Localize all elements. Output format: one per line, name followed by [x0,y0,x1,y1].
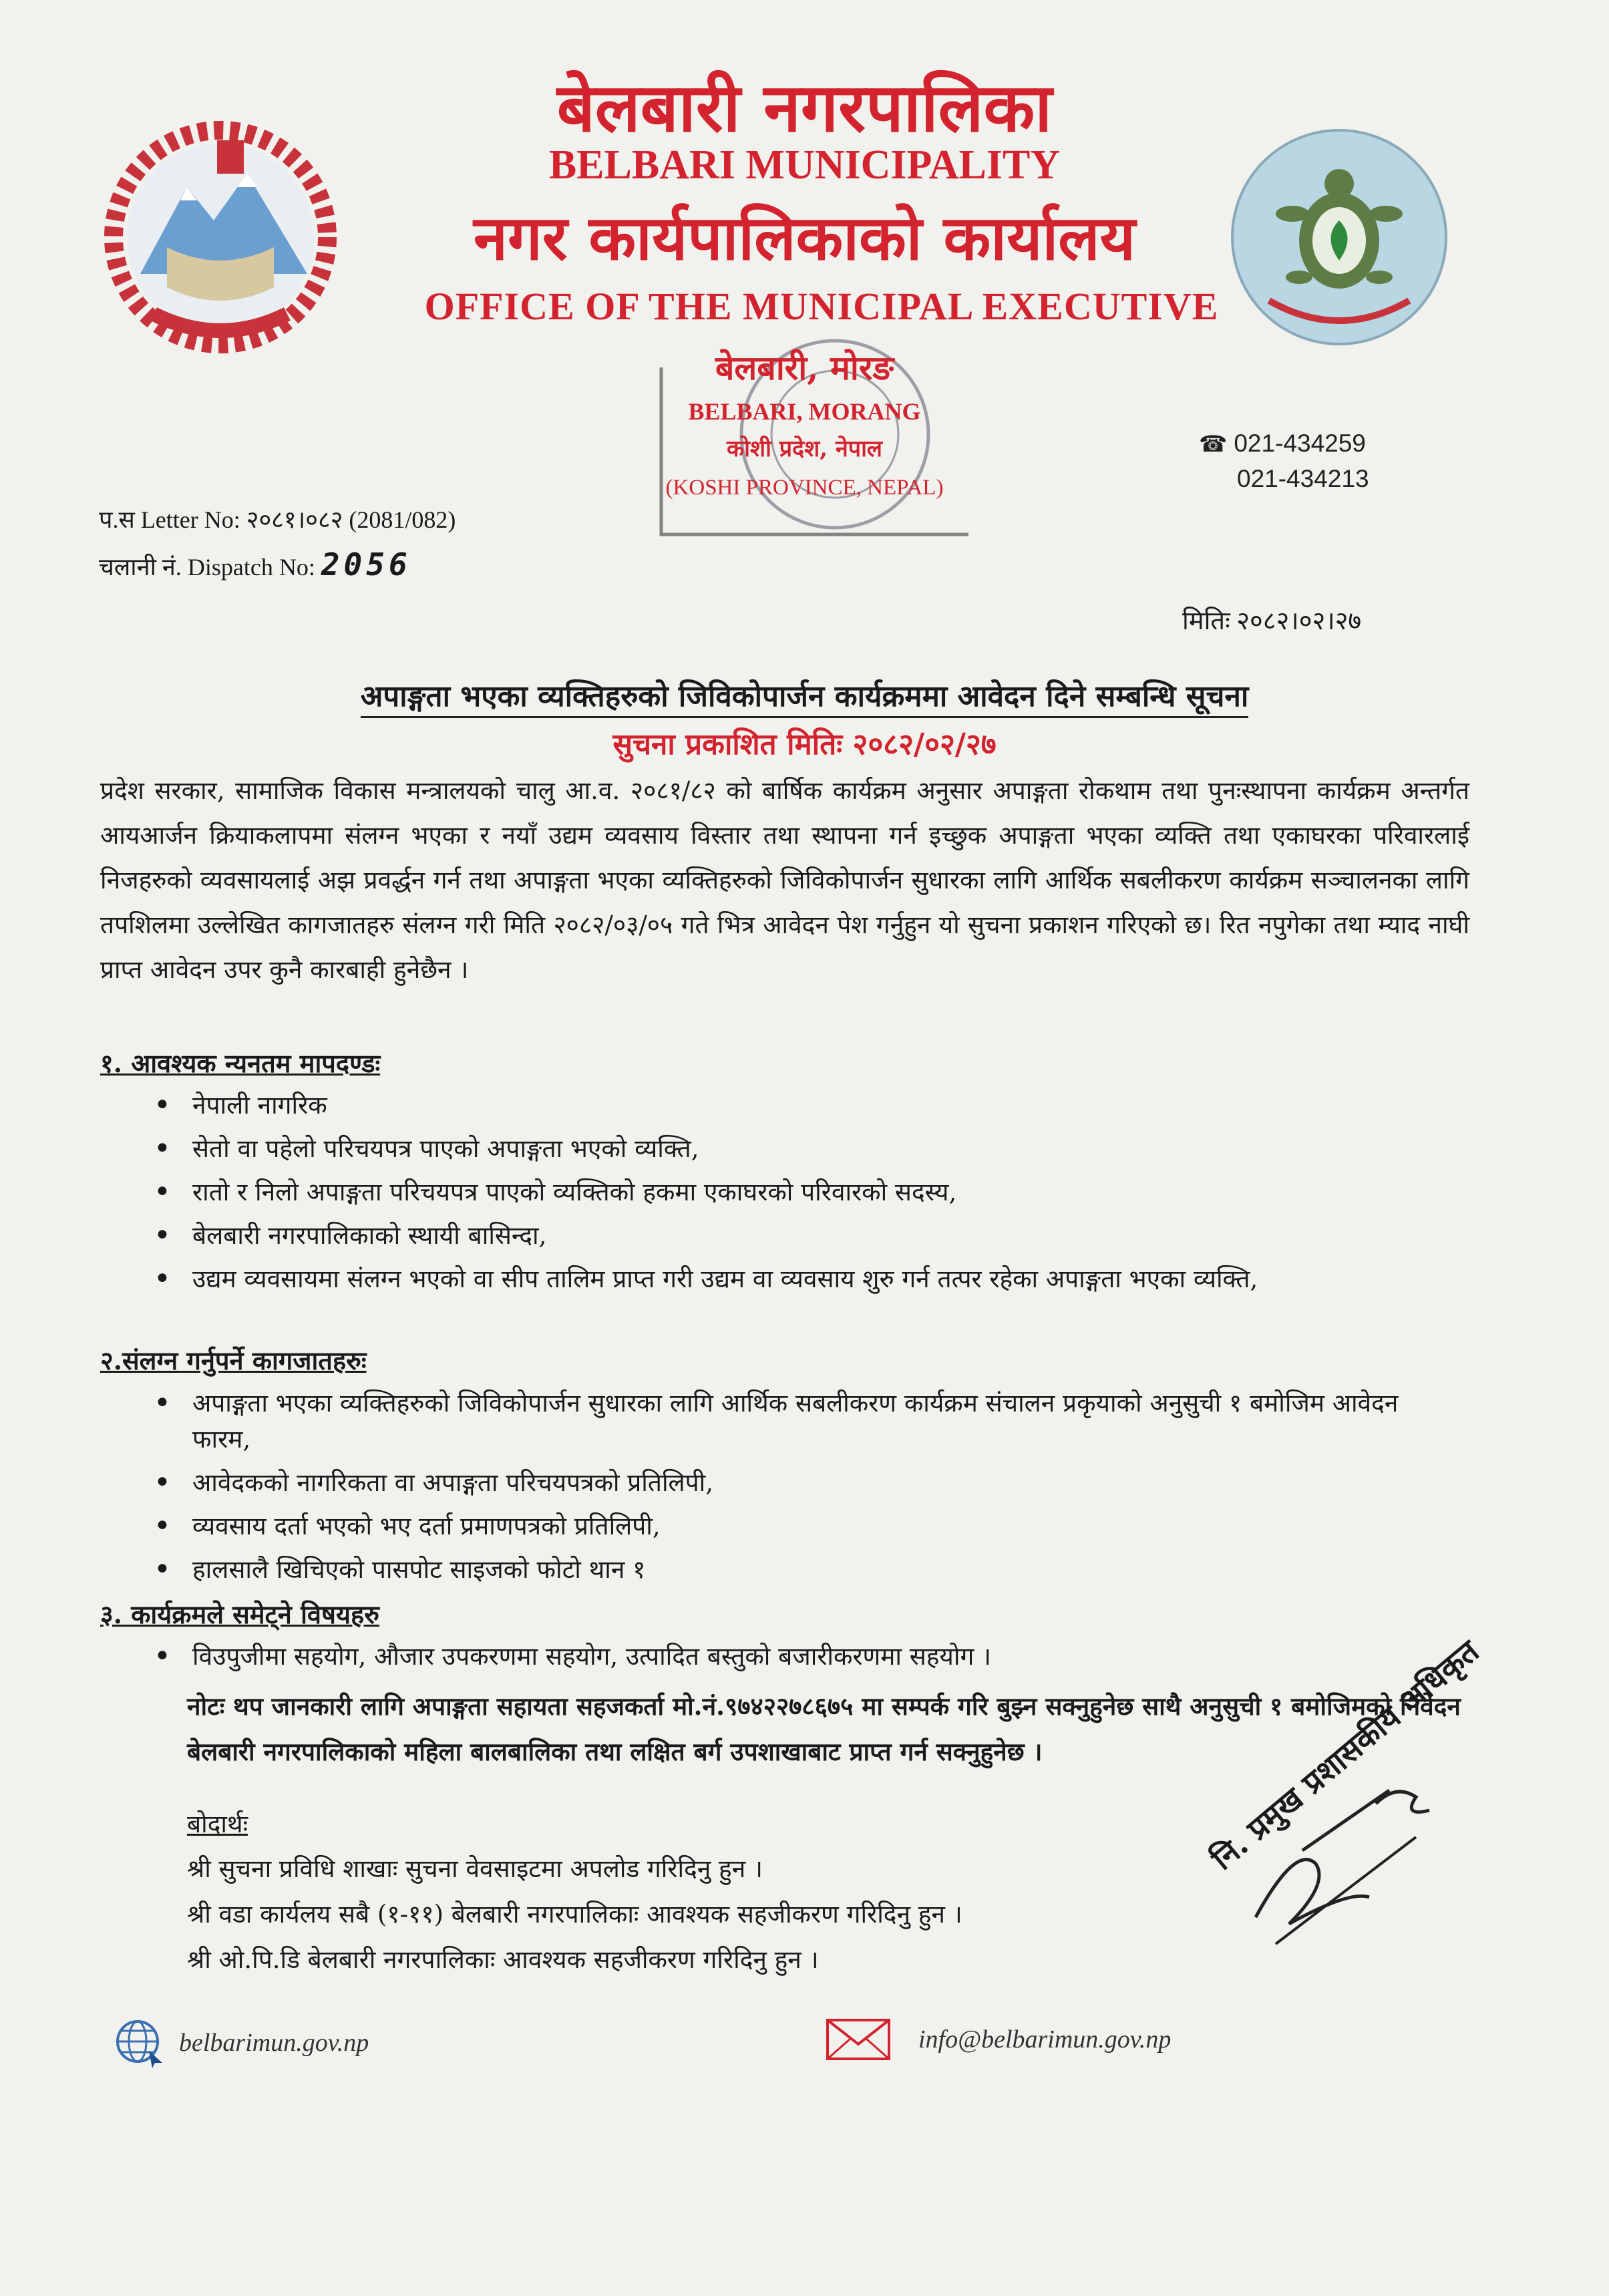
list-item [154,1261,1456,1297]
mail-envelope-icon [825,2016,892,2063]
bullet-icon: • [154,1218,171,1253]
bullet-icon: • [154,1509,171,1543]
footer-email[interactable] [825,2016,1171,2063]
bullet-icon: • [154,1639,171,1673]
list-item-text: नेपाली नागरिक [192,1091,327,1120]
letter-number [99,502,456,535]
bullet-icon: • [154,1132,171,1166]
province-nepali: कोशी प्रदेश, नेपाल [727,436,882,462]
municipality-name-english: BELBARI MUNICIPALITY [548,142,1061,188]
bullet-icon: • [154,1088,171,1122]
list-item [154,1508,1456,1544]
signatory-title: नि. प्रमुख प्रशासकीय अधिकृत [1204,1633,1486,1877]
note-text: नोटः थप जानकारी लागि अपाङ्गता सहायता सहजकर्ता मो.नं.९७४२२७८६७५ मा सम्पर्क गरि बुझ्न सक्नुहुनेछ साथै अनुसुची १ बमोजिमको निवेदन बेलबारी नगरपालिकाको महिला बालबालिका तथा लक्षित बर्ग उपशाखाबाट प्राप्त गर्न सक्नुहुनेछ । [187,1691,1461,1766]
list-item-text: उद्यम व्यवसायमा संलग्न भएको वा सीप तालिम प्राप्त गरी उद्यम वा व्यवसाय शुरु गर्न तत्पर रहेका अपाङ्गता भएका व्यक्ति, [192,1265,1258,1293]
office-name-english: OFFICE OF THE MUNICIPAL EXECUTIVE [424,285,1219,328]
phone-number-1: 021-434259 [1234,430,1366,457]
notice-body: प्रदेश सरकार, सामाजिक विकास मन्त्रालयको चालु आ.व. २०८१/८२ को बार्षिक कार्यक्रम अनुसार अपाङ्गता रोकथाम तथा पुनःस्थापना कार्यक्रम अन्तर्गत आयआर्जन क्रियाकलापमा संलग्न भएका र नयाँ उद्यम व्यवसाय विस्तार तथा स्थापना गर्न इच्छुक अपाङ्गता भएका व्यक्ति तथा एकाघरका परिवारलाई निजहरुको व्यवसायलाई अझ प्रवर्द्धन गर्न तथा अपाङ्गता भएका व्यक्तिहरुको जिविकोपार्जन सुधारका लागि आर्थिक सबलीकरण कार्यक्रम सञ्चालनका लागि तपशिलमा उल्लेखित कागजातहरु संलग्न गरी मिति २०८२/०३/०५ गते भित्र आवेदन पेश गर्नुहुन यो सुचना प्रकाशन गरिएको छ। रित नपुगेका तथा म्याद नाघी प्राप्त आवेदन उपर कुनै कारबाही हुनेछैन । [100,776,1469,984]
province-english: (KOSHI PROVINCE, NEPAL) [665,476,944,500]
date-value: २०८२।०२।२७ [1236,607,1362,635]
list-item [154,1385,1456,1458]
office-name-nepali: नगर कार्यपालिकाको कार्यालय [473,202,1136,274]
list-item [154,1174,1456,1210]
publication-date: सुचना प्रकाशित मितिः २०८२/०२/२७ [612,727,997,762]
telephone-icon: ☎ [1199,432,1228,457]
address-english-city: BELBARI, MORANG [688,398,921,425]
dispatch-no-value: 2056 [321,546,411,583]
notice-title-text: अपाङ्गता भएका व्यक्तिहरुको जिविकोपार्जन कार्यक्रममा आवेदन दिने सम्बन्धि सूचना [361,679,1249,718]
list-item-text: बेलबारी नगरपालिकाको स्थायी बासिन्दा, [192,1221,547,1250]
section-heading-criteria: १. आवश्यक न्यनतम मापदण्डः [100,1048,381,1078]
bodartha-heading: बोदार्थः [187,1810,248,1838]
municipality-name-nepali: बेलबारी नगरपालिका [556,68,1053,147]
list-item-text: आवेदकको नागरिकता वा अपाङ्गता परिचयपत्रको प्रतिलिपी, [192,1468,714,1497]
bodartha-line: श्री ओ.पि.डि बेलबारी नगरपालिकाः आवश्यक सहजीकरण गरिदिनु हुन । [187,1945,819,1974]
list-item-text: सेतो वा पहेलो परिचयपत्र पाएको अपाङ्गता भएको व्यक्ति, [192,1134,699,1163]
date-label: मितिः [1182,607,1230,635]
bodartha-line: श्री वडा कार्यलय सबै (१-११) बेलबारी नगरपालिकाः आवश्यक सहजीकरण गरिदिनु हुन । [187,1900,962,1929]
dispatch-no-label: चलानी नं. Dispatch No: [99,554,315,581]
letter-no-value: २०८१।०८२ (2081/082) [246,506,456,533]
documents-list [154,1385,1456,1595]
section-heading-documents: २.संलग्न गर्नुपर्ने कागजातहरुः [100,1345,367,1375]
address-nepali-city: बेलबारी, मोरङ [715,348,894,387]
dispatch-number [99,546,411,583]
phone-number-2: 021-434213 [1237,465,1369,492]
website-link[interactable]: belbarimun.gov.np [179,2029,369,2057]
bullet-icon: • [154,1262,171,1296]
coverage-list [154,1639,1456,1682]
list-item-text: अपाङ्गता भएका व्यक्तिहरुको जिविकोपार्जन सुधारका लागि आर्थिक सबलीकरण कार्यक्रम संचालन प्रकृयाको अनुसुची १ बमोजिम आवेदन फारम, [192,1389,1399,1454]
criteria-list [154,1088,1456,1305]
notice-title [0,675,1609,715]
globe-icon [112,2016,166,2070]
list-item [154,1131,1456,1167]
footer-website[interactable] [112,2016,369,2070]
bodartha-line: श्री सुचना प्रविधि शाखाः सुचना वेवसाइटमा अपलोड गरिदिनु हुन । [187,1854,763,1883]
list-item [154,1465,1456,1501]
list-item-text: विउपुजीमा सहयोग, औजार उपकरणमा सहयोग, उत्पादित बस्तुको बजारीकरणमा सहयोग । [192,1642,992,1671]
list-item [154,1552,1456,1588]
list-item-text: व्यवसाय दर्ता भएको भए दर्ता प्रमाणपत्रको प्रतिलिपी, [192,1512,661,1540]
bullet-icon: • [154,1175,171,1209]
letter-date [1182,603,1361,637]
list-item [154,1639,1456,1675]
address-nepali [0,344,1609,389]
bullet-icon: • [154,1466,171,1500]
email-link[interactable]: info@belbarimun.gov.np [918,2025,1172,2054]
list-item-text: रातो र निलो अपाङ्गता परिचयपत्र पाएको व्यक्तिको हकमा एकाघरको परिवारको सदस्य, [192,1178,957,1206]
bullet-icon: • [154,1552,171,1587]
phone-numbers [1199,426,1369,496]
letter-no-label: प.स Letter No: [99,506,240,533]
list-item [154,1218,1456,1254]
bullet-icon: • [154,1386,171,1420]
section-heading-coverage: ३. कार्यक्रमले समेट्ने विषयहरु [100,1599,379,1629]
list-item [154,1088,1456,1124]
list-item-text: हालसालै खिचिएको पासपोट साइजको फोटो थान १ [192,1555,646,1584]
